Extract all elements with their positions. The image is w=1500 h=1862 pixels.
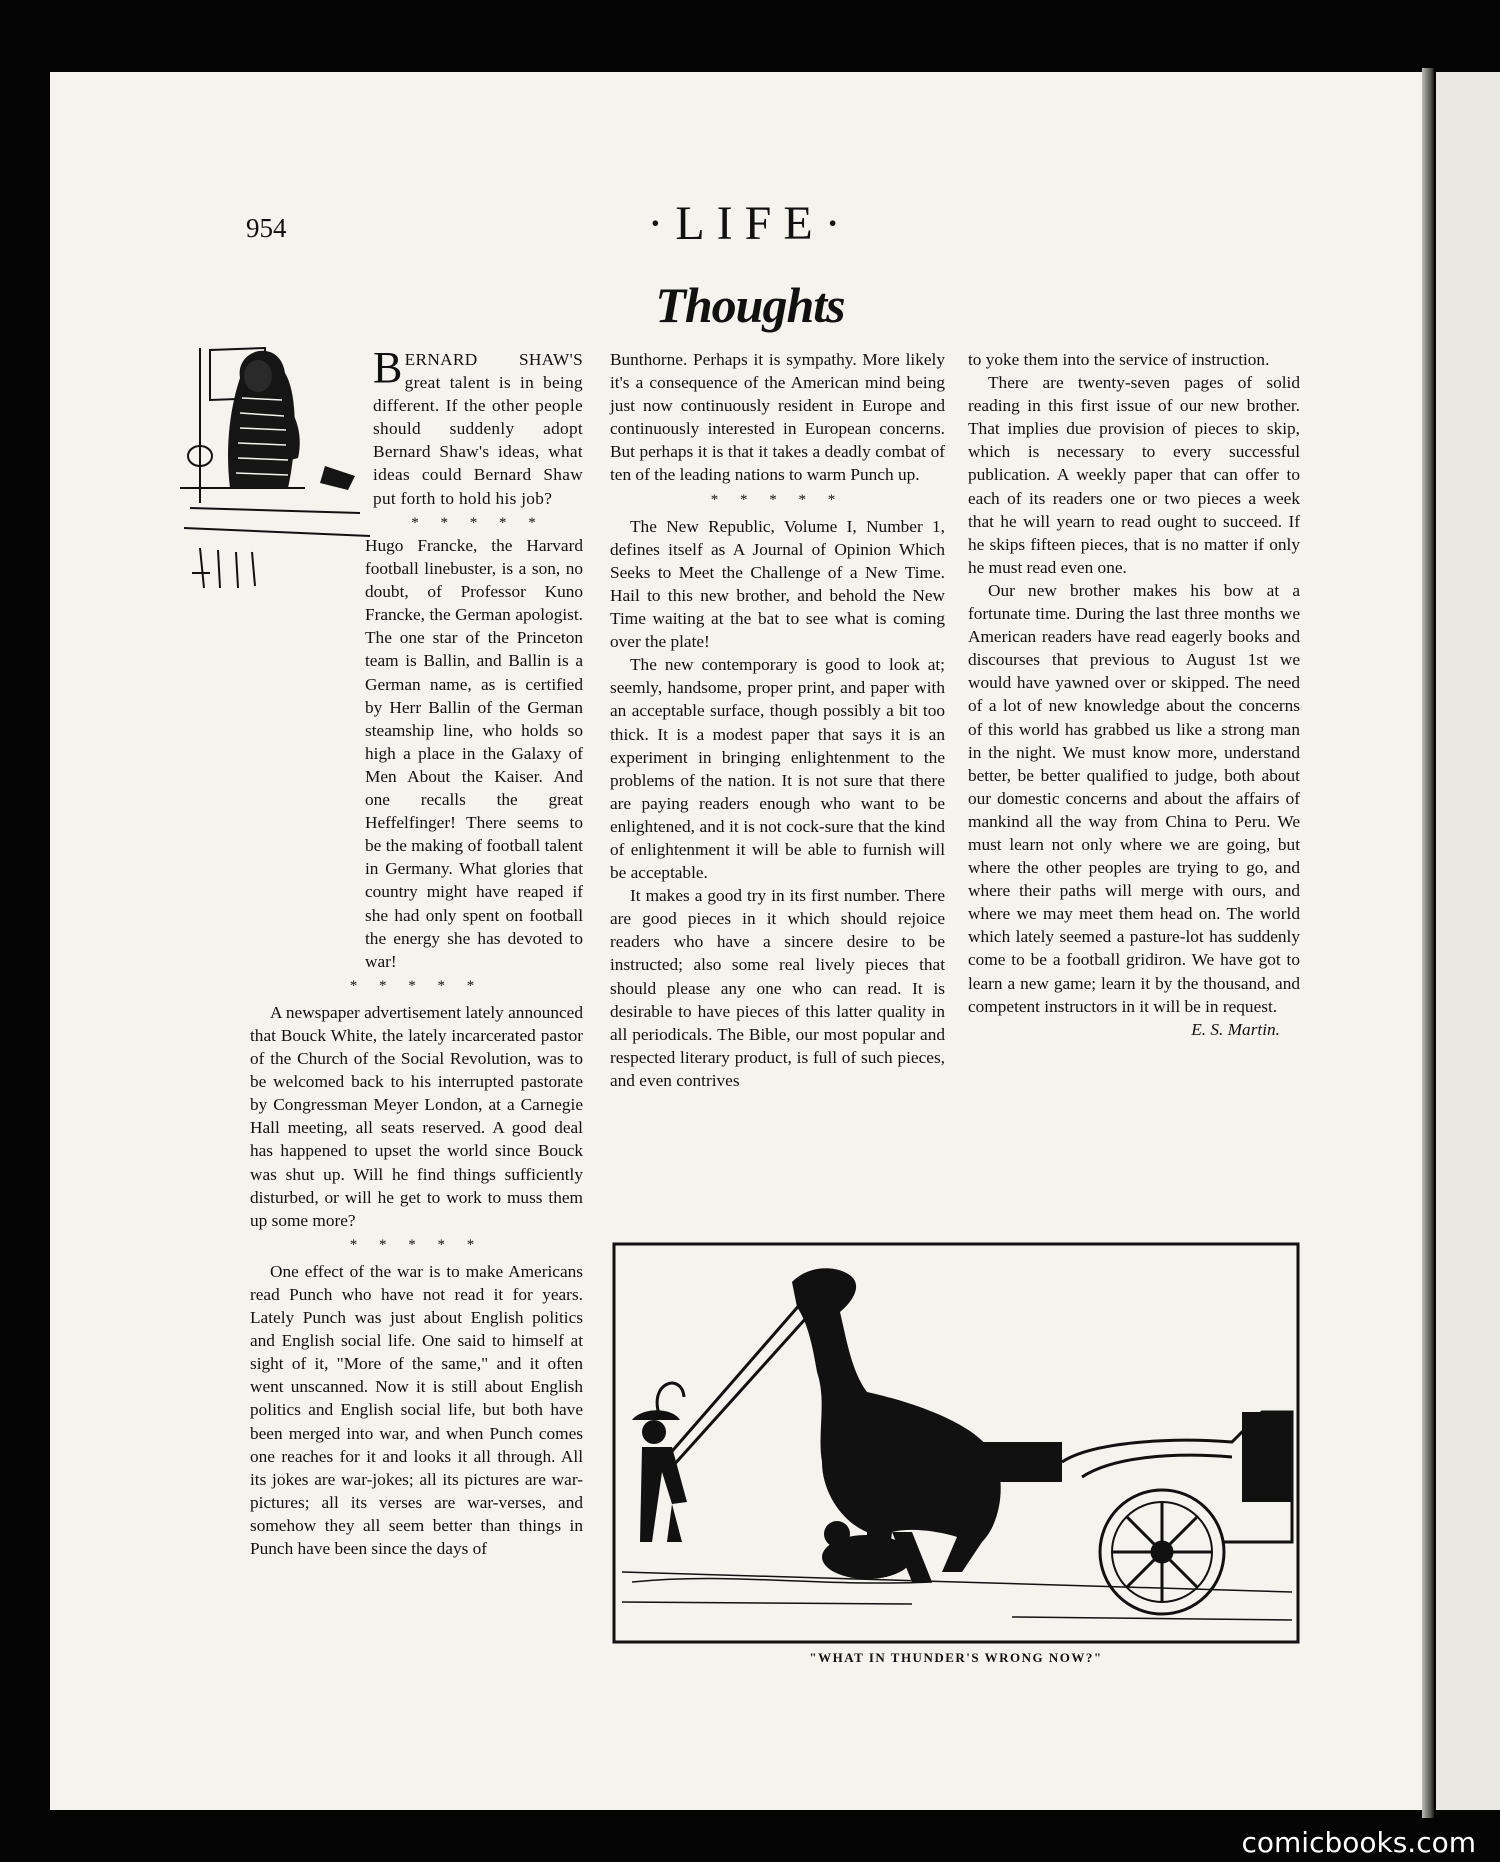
adjacent-page-strip <box>1436 72 1500 1810</box>
paragraph: There are twenty-seven pages of solid reading in this first issue of our new brother. That implies due provision of pieces to skip, which is necessary to every successful publication. A weekly paper that can offer to each of its readers one or two pieces a week that he will yearn to read ought to succeed. If he skips fifteen pieces, that is no matter if only he must read even one. <box>968 373 1300 577</box>
cartoon-illustration <box>612 1242 1300 1644</box>
paragraph: A newspaper advertisement lately announced that Bouck White, the lately incarcerated pastor of the Church of the Social Revolution, was to be welcomed back to his interrupted pastorate by Congressman Meyer London, at a Carnegie Hall meeting, all seats reserved. A good deal has happened to upset the world since Bouck was shut up. Will he find things sufficiently disturbed, or will he get to work to muss them up some more? <box>250 1002 583 1230</box>
paragraph: The New Republic, Volume I, Number 1, defines itself as A Journal of Opinion Which Seeks to Meet the Challenge of a New Time. Hail to this new brother, and behold the New Time waiting at the bat to see what is coming over the plate! <box>610 516 945 652</box>
lede-paragraph: ERNARD SHAW'S great talent is in being different. If the other people should suddenly adopt Bernard Shaw's ideas, what ideas could Bernard Shaw put forth to hold his job? <box>373 350 583 508</box>
paragraph: Bunthorne. Perhaps it is sympathy. More likely it's a consequence of the American mind being just now continuously resident in Europe and continuously interested in European concerns. But perhaps it is that it takes a deadly combat of ten of the leading nations to warm Punch up. <box>610 350 945 485</box>
page-edge <box>1422 68 1434 1818</box>
author-signature: E. S. Martin. <box>1191 1019 1280 1039</box>
paragraph: to yoke them into the service of instruction. <box>968 350 1270 369</box>
column-3 <box>968 348 1300 1041</box>
column-2 <box>610 348 945 1092</box>
page-number: 954 <box>246 213 287 243</box>
cartoon-caption: "WHAT IN THUNDER'S WRONG NOW?" <box>809 1650 1103 1665</box>
section-divider-stars: * * * * * <box>349 977 484 994</box>
paragraph: Hugo Francke, the Harvard football linebuster, is a son, no doubt, of Professor Kuno Francke, the German apologist. The one star of the Princeton team is Ballin, and Ballin is a German name, as is certified by Herr Ballin of the German steamship line, who holds so high a place in the Galaxy of Men About the Kaiser. And one recalls the great Heffelfinger! There seems to be the making of football talent in Germany. What glories that country might have reaped if she had only spent on football the energy she has devoted to war! <box>365 536 583 971</box>
column-1-lede <box>373 343 583 538</box>
section-divider-stars: * * * * * <box>710 491 845 508</box>
column-1 <box>250 534 583 1560</box>
section-divider-stars: * * * * * <box>349 1236 484 1253</box>
paragraph: One effect of the war is to make Americans read Punch who have not read it for years. Lately Punch was just about English politics and English social life. One said to himself at sight of it, "More of the same," and it often went unscanned. Now it is still about English politics and English social life, but both have been merged into war, and when Punch comes one reaches for it and looks it all through. All its jokes are war-jokes; all its pictures are war-pictures; all its verses are war-verses, and somehow they all seem better than things in Punch have been since the days of <box>250 1261 583 1559</box>
watermark: comicbooks.com <box>1241 1826 1476 1859</box>
section-divider-stars: * * * * * <box>411 514 545 531</box>
drop-cap: B <box>373 343 403 392</box>
paragraph: It makes a good try in its first number. There are good pieces in it which should rejoice readers who have a sincere desire to be instructed; also some real lively pieces that should please any one who can read. It is desirable to have pieces of this latter quality in all periodicals. The Bible, our most popular and respected literary product, is full of such pieces, and even contrives <box>610 886 945 1090</box>
paragraph: The new contemporary is good to look at; seemly, handsome, proper print, and paper with an acceptable surface, though possibly a bit too thick. It is a modest paper that says it is an experiment in bringing enlightenment to the problems of the nation. It is not sure that there are paying readers enough who want to be enlightened, and it is not cock-sure that the kind of enlightenment it will be able to furnish will be acceptable. <box>610 655 945 883</box>
paragraph: Our new brother makes his bow at a fortunate time. During the last three months we American readers have read eagerly books and discourses that previous to August 1st we would have yawned over or skipped. The need of a lot of new knowledge about the concerns of this world has grabbed us like a strong man in the night. We must know more, understand better, be better qualified to judge, both about our domestic concerns and about the affairs of mankind all the way from China to Peru. We must learn not only where we are going, but where the other peoples are trying to go, and where their paths will merge with ours, and where we may meet them head on. The world which lately seemed a pasture-lot has suddenly come to be a football gridiron. We have got to learn a new game; learn it by the thousand, and competent instructors in it will be in request. <box>968 580 1300 1016</box>
masthead: ·LIFE· <box>647 197 853 250</box>
page-title: Thoughts <box>655 277 845 333</box>
